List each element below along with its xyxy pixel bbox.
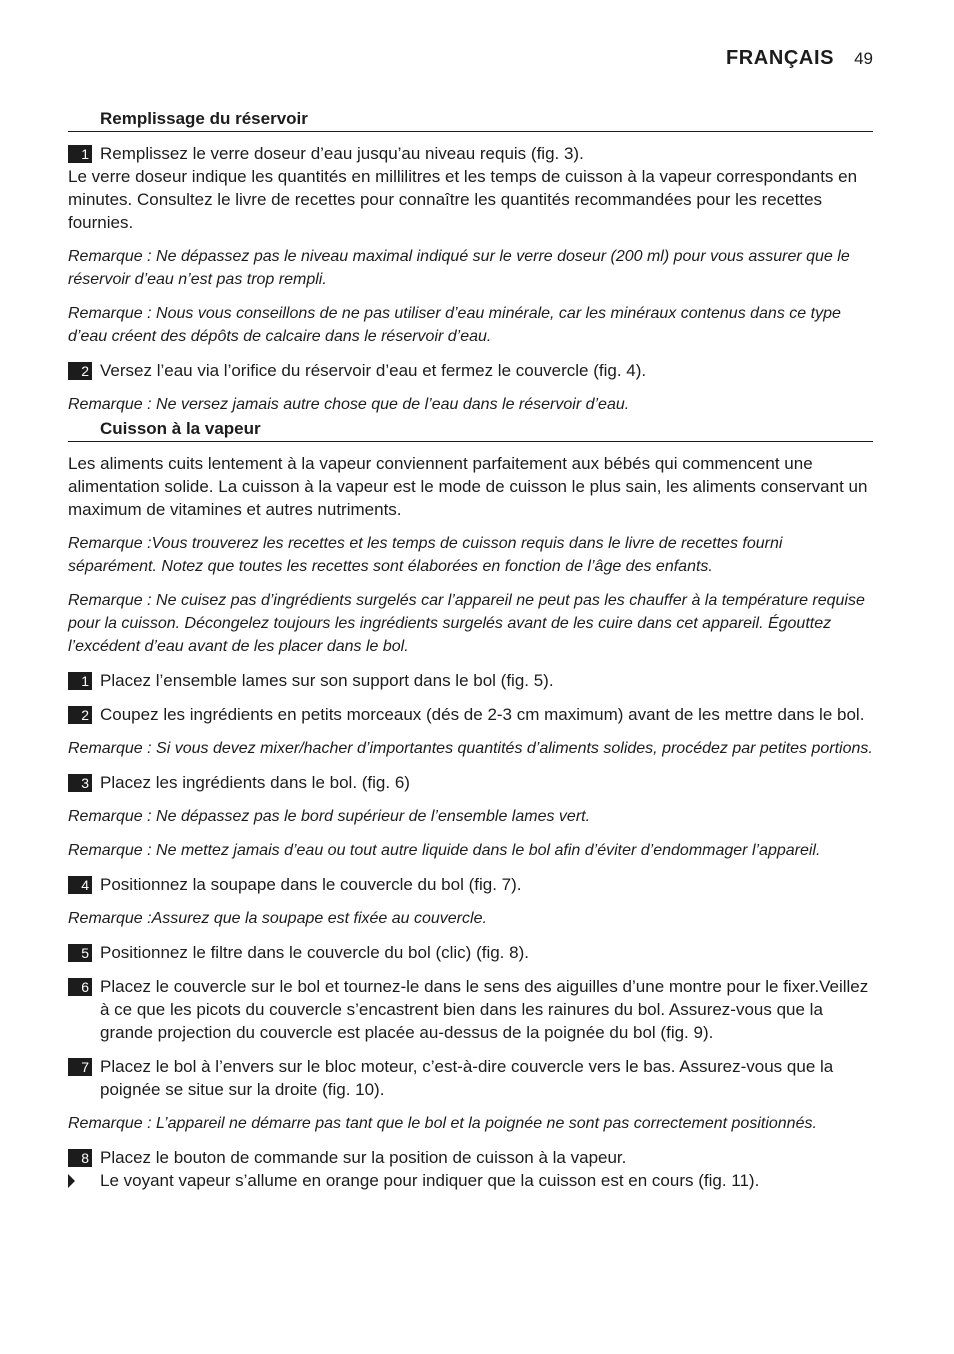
step-text: Placez le couvercle sur le bol et tournez-le dans le sens des aiguilles d’une montre pour le fixer.Veillez à ce que les picots du couvercle s’encastrent bien dans les rainures du bol. Assurez-vous que la grande projection du couvercle est placée au-dessus de la poignée du bol (fig. 9).: [100, 977, 869, 1042]
step-number: 7: [68, 1058, 92, 1076]
step-number: 2: [68, 362, 92, 380]
paragraph: Les aliments cuits lentement à la vapeur conviennent parfaitement aux bébés qui commencent une alimentation solide. La cuisson à la vapeur est le mode de cuisson le plus sain, les aliments conservant un maximum de vitamines et autres nutriments.: [68, 454, 868, 519]
step-4: [68, 873, 873, 896]
step-number: 4: [68, 876, 92, 894]
note: Remarque :Vous trouverez les recettes et les temps de cuisson requis dans le livre de recettes fourni séparément. Notez que toutes les recettes sont élaborées en fonction de l’âge des enfants.: [68, 535, 783, 575]
page-header: [726, 47, 873, 70]
step-text: Placez le bouton de commande sur la position de cuisson à la vapeur.: [100, 1148, 627, 1167]
page-content: [68, 107, 873, 1192]
step-2: [68, 359, 873, 382]
step-text: Versez l’eau via l’orifice du réservoir d’eau et fermez le couvercle (fig. 4).: [100, 361, 647, 380]
language-label: FRANÇAIS: [725, 47, 835, 69]
step-number: 8: [68, 1149, 92, 1167]
step-number: 1: [68, 672, 92, 690]
paragraph: Le verre doseur indique les quantités en millilitres et les temps de cuisson à la vapeur correspondants en minutes. Consultez le livre de recettes pour connaître les quantités recommandées pour les recettes fournies.: [68, 167, 858, 232]
note: Remarque : Ne cuisez pas d’ingrédients surgelés car l’appareil ne peut pas les chauffer à la température requise pour la cuisson. Décongelez toujours les ingrédients surgelés avant de les cuire dans cet appareil. Égouttez l’excédent d’eau avant de les placer dans le bol.: [68, 592, 865, 655]
note: Remarque : Nous vous conseillons de ne pas utiliser d’eau minérale, car les minéraux contenus dans ce type d’eau créent des dépôts de calcaire dans le réservoir d’eau.: [68, 305, 841, 345]
page-number: 49: [854, 49, 873, 68]
step-text: Placez le bol à l’envers sur le bloc moteur, c’est-à-dire couvercle vers le bas. Assurez-vous que la poignée se situe sur la droite (fig. 10).: [100, 1057, 834, 1099]
note: Remarque :Assurez que la soupape est fixée au couvercle.: [68, 910, 487, 927]
step-6: [68, 975, 873, 1044]
step-2: [68, 703, 873, 726]
step-number: 6: [68, 978, 92, 996]
step-1: [68, 142, 873, 165]
result-bullet: [68, 1169, 873, 1192]
bullet-text: Le voyant vapeur s’allume en orange pour indiquer que la cuisson est en cours (fig. 11).: [100, 1171, 760, 1190]
step-text: Positionnez la soupape dans le couvercle du bol (fig. 7).: [100, 875, 522, 894]
triangle-bullet-icon: [68, 1174, 75, 1188]
note: Remarque : L’appareil ne démarre pas tant que le bol et la poignée ne sont pas correctement positionnés.: [68, 1115, 817, 1132]
step-3: [68, 771, 873, 794]
note: Remarque : Si vous devez mixer/hacher d’importantes quantités d’aliments solides, procédez par petites portions.: [68, 740, 873, 757]
step-7: [68, 1055, 873, 1101]
step-text: Remplissez le verre doseur d’eau jusqu’au niveau requis (fig. 3).: [100, 144, 584, 163]
step-text: Placez l’ensemble lames sur son support dans le bol (fig. 5).: [100, 671, 554, 690]
note: Remarque : Ne dépassez pas le niveau maximal indiqué sur le verre doseur (200 ml) pour vous assurer que le réservoir d’eau n’est pas trop rempli.: [68, 248, 850, 288]
step-number: 2: [68, 706, 92, 724]
step-text: Coupez les ingrédients en petits morceaux (dés de 2-3 cm maximum) avant de les mettre dans le bol.: [100, 705, 865, 724]
note: Remarque : Ne dépassez pas le bord supérieur de l’ensemble lames vert.: [68, 808, 591, 825]
step-5: [68, 941, 873, 964]
note: Remarque : Ne mettez jamais d’eau ou tout autre liquide dans le bol afin d’éviter d’endommager l’appareil.: [68, 842, 821, 859]
step-8: [68, 1146, 873, 1169]
step-number: 5: [68, 944, 92, 962]
section-title-filling: Remplissage du réservoir: [68, 107, 873, 132]
section-title-steaming: Cuisson à la vapeur: [68, 417, 873, 442]
step-number: 3: [68, 774, 92, 792]
step-text: Positionnez le filtre dans le couvercle du bol (clic) (fig. 8).: [100, 943, 529, 962]
step-text: Placez les ingrédients dans le bol. (fig. 6): [100, 773, 410, 792]
step-number: 1: [68, 145, 92, 163]
step-1: [68, 669, 873, 692]
note: Remarque : Ne versez jamais autre chose que de l’eau dans le réservoir d’eau.: [68, 396, 630, 413]
